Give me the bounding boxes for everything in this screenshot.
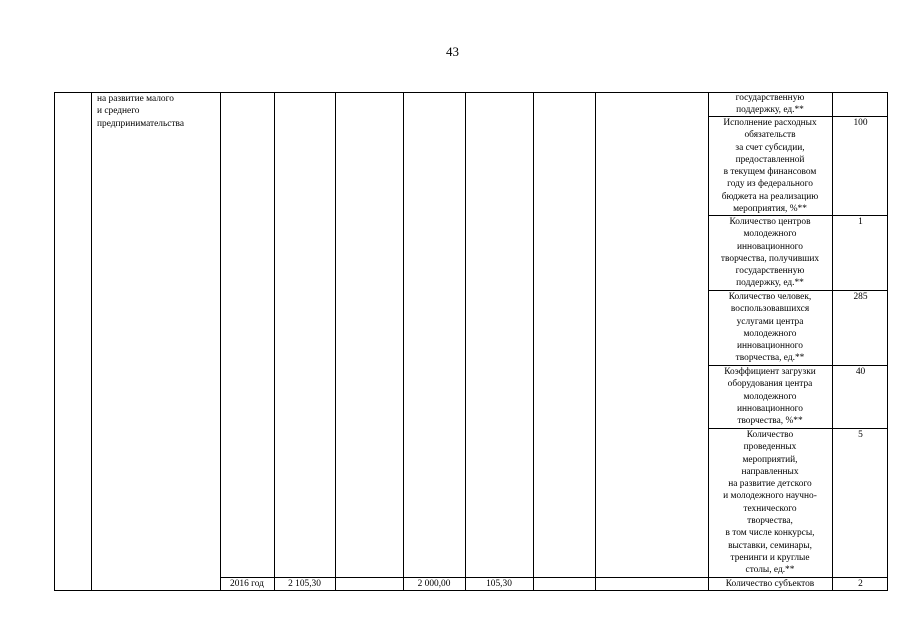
indicator-line: государственную bbox=[735, 93, 805, 103]
indicator-line: инновационного bbox=[737, 341, 803, 352]
indicator-line: творчества, получивших bbox=[720, 253, 820, 264]
indicator-line: проведенных bbox=[743, 442, 797, 453]
indicator-line: направленных bbox=[741, 466, 799, 477]
indicator-line: поддержку, ед.** bbox=[736, 278, 804, 289]
col5-cell: 105,30 bbox=[486, 579, 512, 589]
indicator-name bbox=[708, 92, 832, 117]
indicator-line: бюджета на реализацию bbox=[721, 191, 819, 202]
indicator-name bbox=[708, 216, 832, 290]
indicator-line: в текущем финансовом bbox=[723, 167, 817, 178]
column-divider bbox=[274, 92, 275, 591]
indicator-value: 285 bbox=[853, 292, 868, 302]
indicator-value: 5 bbox=[858, 430, 863, 440]
budget-table bbox=[54, 92, 888, 591]
indicator-name bbox=[708, 291, 832, 365]
indicator-line: и молодежного научно- bbox=[723, 491, 817, 502]
indicator-line: воспользовавшихся bbox=[730, 304, 810, 315]
column-divider bbox=[220, 92, 221, 591]
column-divider bbox=[91, 92, 92, 591]
description-line: и среднего bbox=[97, 106, 140, 117]
indicator-line: технического bbox=[743, 503, 797, 514]
indicator-line: государственную bbox=[735, 266, 805, 277]
indicator-name bbox=[708, 429, 832, 577]
column-divider bbox=[403, 92, 404, 591]
indicator-line: столы, ед.** bbox=[745, 565, 795, 576]
indicator-line: услугами центра bbox=[736, 316, 804, 327]
column-divider bbox=[887, 92, 888, 591]
indicator-line: за счет субсидии, bbox=[735, 142, 805, 153]
row-description bbox=[97, 93, 219, 130]
indicator-line: Количество субъектов bbox=[725, 579, 815, 589]
indicator-line: оборудования центра bbox=[727, 379, 813, 390]
column-divider bbox=[533, 92, 534, 591]
description-line: предпринимательства bbox=[97, 118, 184, 129]
indicator-line: обязательств bbox=[744, 130, 796, 141]
indicator-line: Количество bbox=[746, 430, 794, 440]
indicator-line: Исполнение расходных bbox=[723, 118, 817, 128]
indicator-line: в том числе конкурсы, bbox=[725, 528, 815, 539]
page-number: 43 bbox=[446, 44, 459, 59]
indicator-line: молодежного bbox=[743, 391, 797, 402]
column-divider bbox=[335, 92, 336, 591]
indicator-line: молодежного bbox=[743, 229, 797, 240]
total-cell: 2 105,30 bbox=[288, 579, 321, 589]
indicator-line: поддержку, ед.** bbox=[736, 105, 804, 116]
column-divider bbox=[595, 92, 596, 591]
indicator-line: молодежного bbox=[743, 328, 797, 339]
column-divider bbox=[54, 92, 55, 591]
indicator-line: инновационного bbox=[737, 403, 803, 414]
indicator-value: 2 bbox=[858, 579, 863, 589]
indicator-line: Количество центров bbox=[729, 217, 811, 227]
column-divider bbox=[465, 92, 466, 591]
indicator-line: творчества, bbox=[747, 516, 793, 527]
indicator-name bbox=[708, 117, 832, 215]
indicator-line: тренинги и круглые bbox=[730, 552, 810, 563]
indicator-line: мероприятия, %** bbox=[733, 204, 807, 215]
indicator-name bbox=[708, 366, 832, 427]
year-cell: 2016 год bbox=[230, 579, 264, 589]
indicator-line: творчества, ед.** bbox=[735, 353, 805, 364]
column-divider bbox=[832, 92, 833, 591]
indicator-value: 1 bbox=[858, 217, 863, 227]
indicator-line: инновационного bbox=[737, 241, 803, 252]
indicator-line: Коэффициент загрузки bbox=[724, 367, 816, 377]
indicator-line: выставки, семинары, bbox=[728, 540, 812, 551]
indicator-line: году из федерального bbox=[727, 179, 813, 190]
indicator-line: Количество человек, bbox=[728, 292, 812, 302]
indicator-value: 100 bbox=[853, 118, 868, 128]
indicator-line: на развитие детского bbox=[728, 479, 812, 490]
description-line: на развитие малого bbox=[97, 94, 174, 104]
col4-cell: 2 000,00 bbox=[417, 579, 451, 589]
indicator-line: творчества, %** bbox=[737, 416, 803, 427]
indicator-line: мероприятий, bbox=[742, 454, 798, 465]
indicator-line: предоставленной bbox=[735, 154, 805, 165]
indicator-value: 40 bbox=[855, 367, 866, 377]
indicator-name bbox=[708, 578, 832, 590]
